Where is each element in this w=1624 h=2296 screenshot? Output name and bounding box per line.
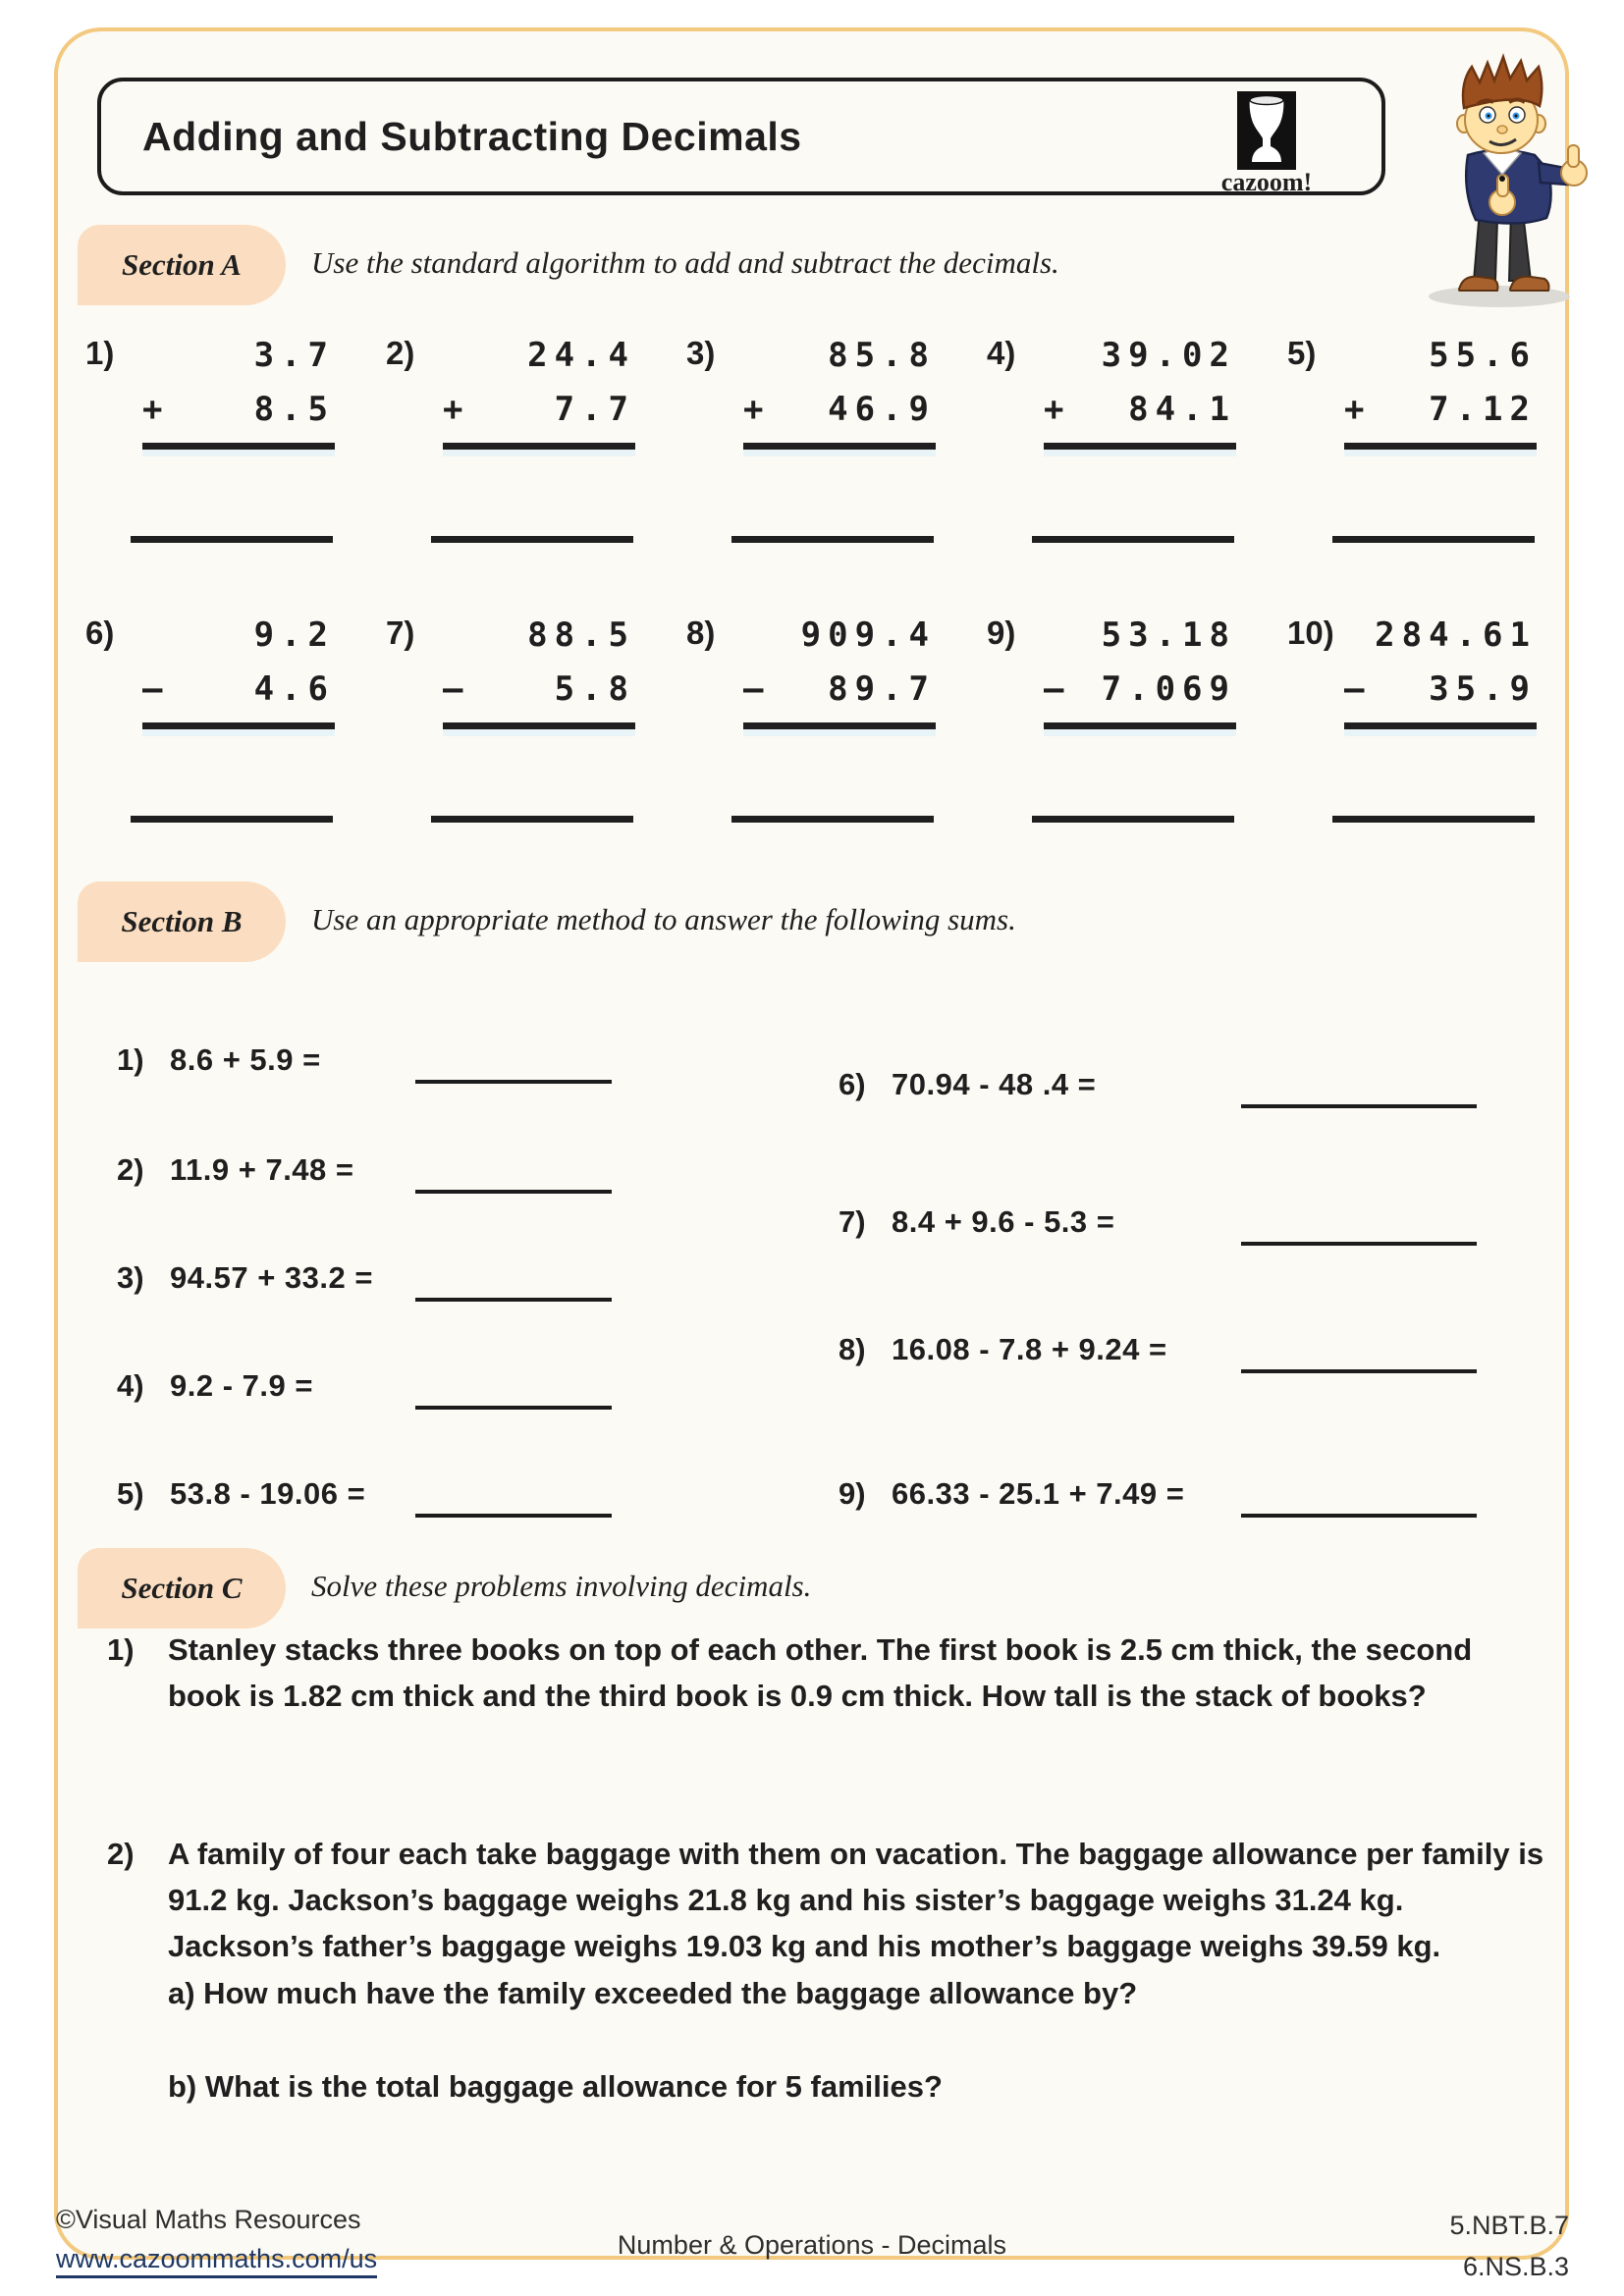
section-a-title: Section A <box>121 247 242 282</box>
problem-number: 10) <box>1287 614 1334 651</box>
column-problem-2 <box>386 329 635 543</box>
answer-line <box>431 536 633 543</box>
answer-line <box>1241 1204 1477 1246</box>
answer-line <box>131 536 333 543</box>
answer-line <box>415 1260 612 1302</box>
operand-top: 24.4 <box>527 336 635 375</box>
answer-line <box>131 816 333 823</box>
problem-number: 9) <box>987 614 1016 651</box>
page-title: Adding and Subtracting Decimals <box>142 113 802 159</box>
section-b-title: Section B <box>121 904 243 938</box>
answer-line <box>415 1476 612 1518</box>
column-problem-3 <box>686 329 936 543</box>
cazoom-logo <box>1203 91 1330 197</box>
operand-bottom: 7.069 <box>1101 669 1236 709</box>
column-problem-5 <box>1287 329 1537 543</box>
operator: + <box>443 390 470 429</box>
footer-standards <box>1449 2205 1569 2287</box>
problem-number: 4) <box>987 335 1016 371</box>
equals-line <box>443 722 635 729</box>
section-b-label <box>78 881 286 962</box>
drum-icon <box>1237 91 1296 170</box>
sum-problem-7 <box>839 1204 1477 1246</box>
section-a-row-2 <box>85 609 1537 823</box>
standard-code-2: 6.NS.B.3 <box>1462 2252 1569 2281</box>
operand-top: 3.7 <box>253 336 335 375</box>
problem-number: 1) <box>85 335 115 371</box>
problem-number: 8) <box>839 1332 866 1366</box>
sum-problem-4 <box>117 1368 612 1410</box>
answer-line <box>1241 1067 1477 1108</box>
operator: – <box>1344 669 1372 709</box>
sum-problem-5 <box>117 1476 612 1518</box>
operator: + <box>142 390 170 429</box>
column-problem-8 <box>686 609 936 823</box>
answer-line <box>415 1042 612 1084</box>
website-link[interactable]: www.cazoommaths.com/us <box>56 2244 377 2278</box>
operator: – <box>443 669 470 709</box>
operand-bottom: 84.1 <box>1128 390 1236 429</box>
equals-line <box>1344 722 1537 729</box>
word-problem-1 <box>107 1627 1550 1719</box>
sum-problem-2 <box>117 1152 612 1194</box>
answer-line <box>1032 536 1234 543</box>
section-c-label <box>78 1548 286 1629</box>
problem-number: 6) <box>85 614 115 651</box>
answer-line <box>431 816 633 823</box>
expression: 9.2 - 7.9 = <box>170 1368 313 1403</box>
logo-wordmark: cazoom! <box>1220 168 1313 196</box>
expression: 8.6 + 5.9 = <box>170 1042 321 1077</box>
operand-top: 39.02 <box>1101 336 1236 375</box>
problem-subpart-a: a) How much have the family exceeded the baggage allowance by? <box>168 1976 1138 2010</box>
operator: – <box>743 669 771 709</box>
operand-bottom: 89.7 <box>828 669 936 709</box>
answer-line <box>1332 536 1535 543</box>
column-problem-10 <box>1287 609 1537 823</box>
expression: 53.8 - 19.06 = <box>170 1476 366 1511</box>
operand-top: 53.18 <box>1101 615 1236 655</box>
problem-subpart-b: b) What is the total baggage allowance for 5 families? <box>168 2069 943 2104</box>
equals-line <box>142 443 335 450</box>
operator: + <box>1044 390 1071 429</box>
operand-top: 9.2 <box>253 615 335 655</box>
problem-number: 2) <box>107 1837 135 1871</box>
answer-line <box>1032 816 1234 823</box>
problem-number: 2) <box>117 1152 144 1187</box>
answer-line <box>415 1152 612 1194</box>
problem-number: 7) <box>386 614 415 651</box>
expression: 94.57 + 33.2 = <box>170 1260 373 1295</box>
standard-code-1: 5.NBT.B.7 <box>1449 2211 1569 2240</box>
copyright-text: ©Visual Maths Resources <box>56 2205 361 2234</box>
operator: – <box>1044 669 1071 709</box>
word-problem-2 <box>107 1831 1550 2109</box>
operand-bottom: 35.9 <box>1429 669 1537 709</box>
section-a-instruction: Use the standard algorithm to add and subtract the decimals. <box>311 245 1059 280</box>
problem-text: Stanley stacks three books on top of each other. The first book is 2.5 cm thick, the second book is 1.82 cm thick and the third book is 0.9 cm thick. How tall is the stack of books? <box>168 1632 1473 1713</box>
equals-line <box>443 443 635 450</box>
sum-problem-1 <box>117 1042 612 1084</box>
operand-top: 55.6 <box>1429 336 1537 375</box>
operator: + <box>1344 390 1372 429</box>
problem-number: 3) <box>117 1260 144 1295</box>
sum-problem-6 <box>839 1067 1477 1108</box>
answer-line <box>1241 1332 1477 1373</box>
answer-line <box>1241 1476 1477 1518</box>
column-problem-4 <box>987 329 1236 543</box>
expression: 70.94 - 48 .4 = <box>892 1067 1097 1101</box>
sum-problem-8 <box>839 1332 1477 1373</box>
operand-bottom: 7.7 <box>554 390 635 429</box>
section-b-instruction: Use an appropriate method to answer the following sums. <box>311 902 1016 936</box>
operand-top: 85.8 <box>828 336 936 375</box>
page-border <box>54 27 1569 2260</box>
title-box <box>97 78 1385 195</box>
operand-bottom: 4.6 <box>253 669 335 709</box>
problem-number: 6) <box>839 1067 866 1101</box>
expression: 8.4 + 9.6 - 5.3 = <box>892 1204 1115 1239</box>
expression: 66.33 - 25.1 + 7.49 = <box>892 1476 1185 1511</box>
column-problem-9 <box>987 609 1236 823</box>
column-problem-6 <box>85 609 335 823</box>
problem-text: A family of four each take baggage with them on vacation. The baggage allowance per family is 91.2 kg. Jackson’s baggage weighs 21.8 kg and his sister’s baggage weighs 31.24 kg. Jackson’s father’s baggage weighs 19.03 kg and his mother’s baggage weighs 39.59 kg. <box>168 1837 1544 1963</box>
answer-line <box>731 816 934 823</box>
equals-line <box>142 722 335 729</box>
sum-problem-9 <box>839 1476 1477 1518</box>
column-problem-1 <box>85 329 335 543</box>
operand-top: 909.4 <box>800 615 936 655</box>
sum-problem-3 <box>117 1260 612 1302</box>
expression: 16.08 - 7.8 + 9.24 = <box>892 1332 1167 1366</box>
operator: – <box>142 669 170 709</box>
section-a-row-1 <box>85 329 1537 543</box>
operand-bottom: 46.9 <box>828 390 936 429</box>
section-c-instruction: Solve these problems involving decimals. <box>311 1569 812 1603</box>
answer-line <box>415 1368 612 1410</box>
problem-number: 1) <box>117 1042 144 1077</box>
operand-top: 284.61 <box>1375 615 1537 655</box>
equals-line <box>743 443 936 450</box>
problem-number: 3) <box>686 335 716 371</box>
problem-number: 7) <box>839 1204 866 1239</box>
problem-number: 9) <box>839 1476 866 1511</box>
expression: 11.9 + 7.48 = <box>170 1152 354 1187</box>
answer-line <box>731 536 934 543</box>
column-problem-7 <box>386 609 635 823</box>
operand-bottom: 5.8 <box>554 669 635 709</box>
equals-line <box>1344 443 1537 450</box>
operand-top: 88.5 <box>527 615 635 655</box>
problem-number: 2) <box>386 335 415 371</box>
equals-line <box>743 722 936 729</box>
operand-bottom: 7.12 <box>1429 390 1537 429</box>
problem-number: 5) <box>1287 335 1317 371</box>
mascot-character <box>1401 53 1609 310</box>
section-c-title: Section C <box>121 1571 243 1605</box>
operand-bottom: 8.5 <box>253 390 335 429</box>
operator: + <box>743 390 771 429</box>
answer-line <box>1332 816 1535 823</box>
equals-line <box>1044 722 1236 729</box>
section-a-label <box>78 225 286 305</box>
equals-line <box>1044 443 1236 450</box>
problem-number: 8) <box>686 614 716 651</box>
footer-topic: Number & Operations - Decimals <box>617 2230 1007 2260</box>
problem-number: 1) <box>107 1632 135 1667</box>
section-b-problems <box>58 1026 1565 1561</box>
problem-number: 5) <box>117 1476 144 1511</box>
problem-number: 4) <box>117 1368 144 1403</box>
